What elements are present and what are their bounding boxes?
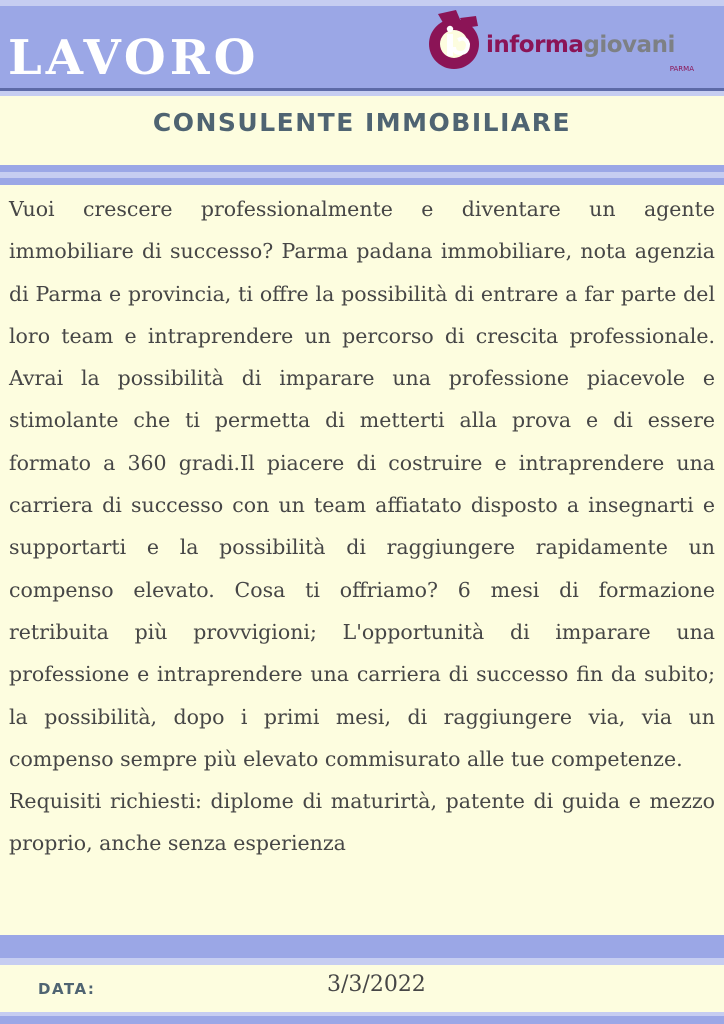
logo-wordmark [486, 32, 675, 58]
footer-divider-band [0, 935, 724, 965]
job-description [9, 188, 715, 865]
section-title: CONSULENTE IMMOBILIARE [152, 108, 572, 137]
logo-subtitle: PARMA [669, 65, 694, 73]
logo-text-informa: informa [486, 32, 584, 58]
informagiovani-logo-icon [428, 10, 488, 76]
requirements-paragraph: Requisiti richiesti: diplome di maturirtà, patente di guida e mezzo proprio, anche senza esperienza [9, 789, 715, 856]
bottom-band-stripe [0, 1012, 724, 1016]
informagiovani-logo [428, 10, 718, 80]
header-divider-light [0, 91, 724, 96]
section-divider-band [0, 165, 724, 185]
page-title: LAVORO [8, 30, 260, 86]
bottom-band [0, 1012, 724, 1024]
date-value: 3/3/2022 [327, 972, 426, 997]
header-top-stripe [0, 0, 724, 6]
logo-text-giovani: giovani [583, 32, 675, 58]
section-divider-stripe [0, 172, 724, 178]
date-label: DATA: [38, 980, 96, 998]
description-paragraph: Vuoi crescere professionalmente e diventare un agente immobiliare di successo? Parma padana immobiliare, nota agenzia di Parma e provincia, ti offre la possibilità di entrare a far parte del loro team e intraprendere un percorso di crescita professionale. Avrai la possibilità di imparare una professione piacevole e stimolante che ti permetta di metterti alla prova e di essere formato a 360 gradi.Il piacere di costruire e intraprendere una carriera di successo con un team affiatato disposto a insegnarti e supportarti e la possibilità di raggiungere rapidamente un compenso elevato. Cosa ti offriamo? 6 mesi di formazione retribuita più provvigioni; L'opportunità di imparare una professione e intraprendere una carriera di successo fin da subito; la possibilità, dopo i primi mesi, di raggiungere via, via un compenso sempre più elevato commisurato alle tue competenze. [9, 197, 715, 771]
footer-divider-stripe [0, 958, 724, 965]
